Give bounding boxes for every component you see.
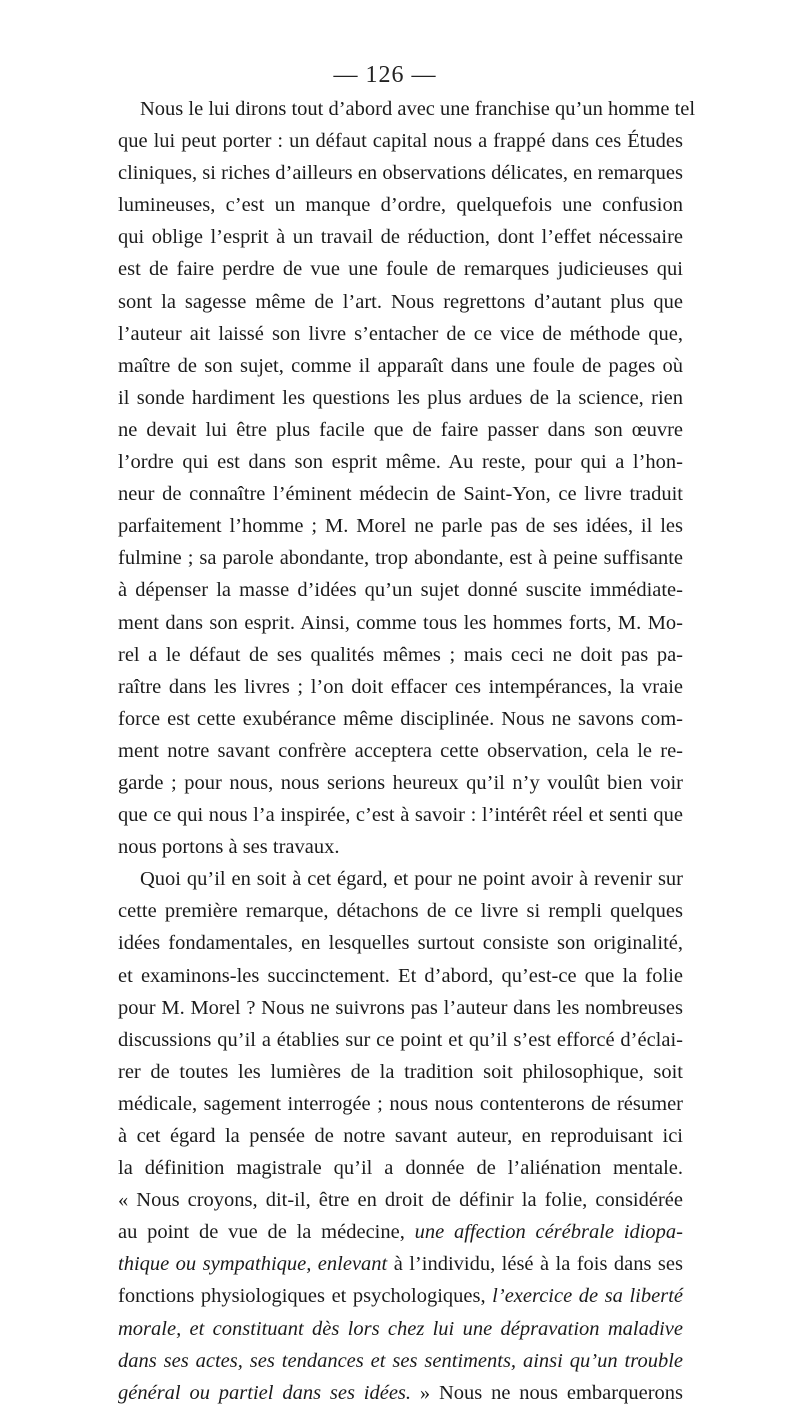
text-line: ne devait lui être plus facile que de faire passer dans son œuvre	[118, 418, 683, 441]
text-line: parfaitement l’homme ; M. Morel ne parle pas de ses idées, il les	[118, 515, 683, 538]
text-line	[118, 1216, 683, 1248]
text-line	[118, 1345, 683, 1377]
text-line	[118, 1280, 683, 1312]
text-line: ment dans son esprit. Ainsi, comme tous les hommes forts, M. Mo-	[118, 611, 683, 634]
text-line: rer de toutes les lumières de la tradition soit philosophique, soit	[118, 1060, 683, 1083]
text-line: il sonde hardiment les questions les plus ardues de la science, rien	[118, 386, 683, 409]
text-segment: au point de vue de la médecine,	[118, 1221, 415, 1244]
italic-text: général ou partiel dans ses idées.	[118, 1381, 412, 1404]
text-line: que lui peut porter : un défaut capital nous a frappé dans ces Études	[118, 130, 683, 153]
text-line: neur de connaître l’éminent médecin de Saint-Yon, ce livre traduit	[118, 483, 683, 506]
text-line: force est cette exubérance même disciplinée. Nous ne savons com-	[118, 707, 683, 730]
text-line	[118, 1313, 683, 1345]
text-line: Nous le lui dirons tout d’abord avec une franchise qu’un homme tel	[140, 98, 696, 120]
body-text	[118, 93, 696, 1409]
text-line: l’auteur ait laissé son livre s’entacher de ce vice de méthode que,	[118, 322, 683, 345]
italic-text: thique ou sympathique, enlevant	[118, 1253, 388, 1276]
text-line	[118, 1377, 683, 1409]
text-line: à dépenser la masse d’idées qu’un sujet donné suscite immédiate-	[118, 579, 683, 602]
text-line: ment notre savant confrère acceptera cette observation, cela le re-	[118, 739, 683, 762]
italic-text: l’exercice de sa liberté	[492, 1285, 683, 1308]
text-line: Quoi qu’il en soit à cet égard, et pour ne point avoir à revenir sur	[140, 868, 683, 891]
text-line: fulmine ; sa parole abondante, trop abondante, est à peine suffisante	[118, 547, 683, 570]
italic-text: dans ses actes, ses tendances et ses sentiments, ainsi qu’un trouble	[118, 1349, 683, 1372]
page-number: — 126 —	[333, 62, 437, 88]
text-segment: » Nous ne nous embarquerons	[411, 1381, 683, 1404]
text-line: discussions qu’il a établies sur ce point et qu’il s’est efforcé d’éclai-	[118, 1028, 683, 1051]
text-line: est de faire perdre de vue une foule de remarques judicieuses qui	[118, 258, 683, 281]
text-line: garde ; pour nous, nous serions heureux qu’il n’y voulût bien voir	[118, 771, 683, 794]
text-line: rel a le défaut de ses qualités mêmes ; mais ceci ne doit pas pa-	[118, 643, 683, 666]
text-line: et examinons-les succinctement. Et d’abord, qu’est-ce que la folie	[118, 964, 683, 987]
text-line: idées fondamentales, en lesquelles surtout consiste son originalité,	[118, 932, 683, 955]
text-line: médicale, sagement interrogée ; nous nous contenterons de résumer	[118, 1092, 683, 1115]
text-line: raître dans les livres ; l’on doit effacer ces intempérances, la vraie	[118, 675, 683, 698]
text-line: que ce qui nous l’a inspirée, c’est à savoir : l’intérêt réel et senti que	[118, 804, 683, 827]
text-line: cliniques, si riches d’ailleurs en observations délicates, en remarques	[118, 162, 683, 185]
text-line: cette première remarque, détachons de ce livre si rempli quelques	[118, 900, 683, 923]
text-line: pour M. Morel ? Nous ne suivrons pas l’auteur dans les nombreuses	[118, 996, 683, 1019]
text-line	[118, 1248, 683, 1280]
text-line: à cet égard la pensée de notre savant auteur, en reproduisant ici	[118, 1125, 683, 1147]
italic-text: une affection cérébrale idiopa-	[414, 1221, 683, 1244]
text-line: sont la sagesse même de l’art. Nous regrettons d’autant plus que	[118, 290, 683, 313]
text-segment: à l’individu, lésé à la fois dans ses	[387, 1253, 683, 1276]
text-segment: fonctions physiologiques et psychologiques,	[118, 1285, 493, 1308]
text-line: maître de son sujet, comme il apparaît dans une foule de pages où	[118, 354, 683, 377]
text-line: la définition magistrale qu’il a donnée de l’aliénation mentale.	[118, 1157, 683, 1180]
italic-text: morale, et constituant dès lors chez lui une dépravation maladive	[118, 1317, 683, 1340]
text-line: lumineuses, c’est un manque d’ordre, quelquefois une confusion	[118, 194, 683, 217]
text-line: qui oblige l’esprit à un travail de réduction, dont l’effet nécessaire	[118, 226, 683, 249]
text-line: l’ordre qui est dans son esprit même. Au reste, pour qui a l’hon-	[118, 451, 683, 474]
text-line: « Nous croyons, dit-il, être en droit de définir la folie, considérée	[118, 1189, 683, 1212]
text-line: nous portons à ses travaux.	[118, 836, 340, 859]
